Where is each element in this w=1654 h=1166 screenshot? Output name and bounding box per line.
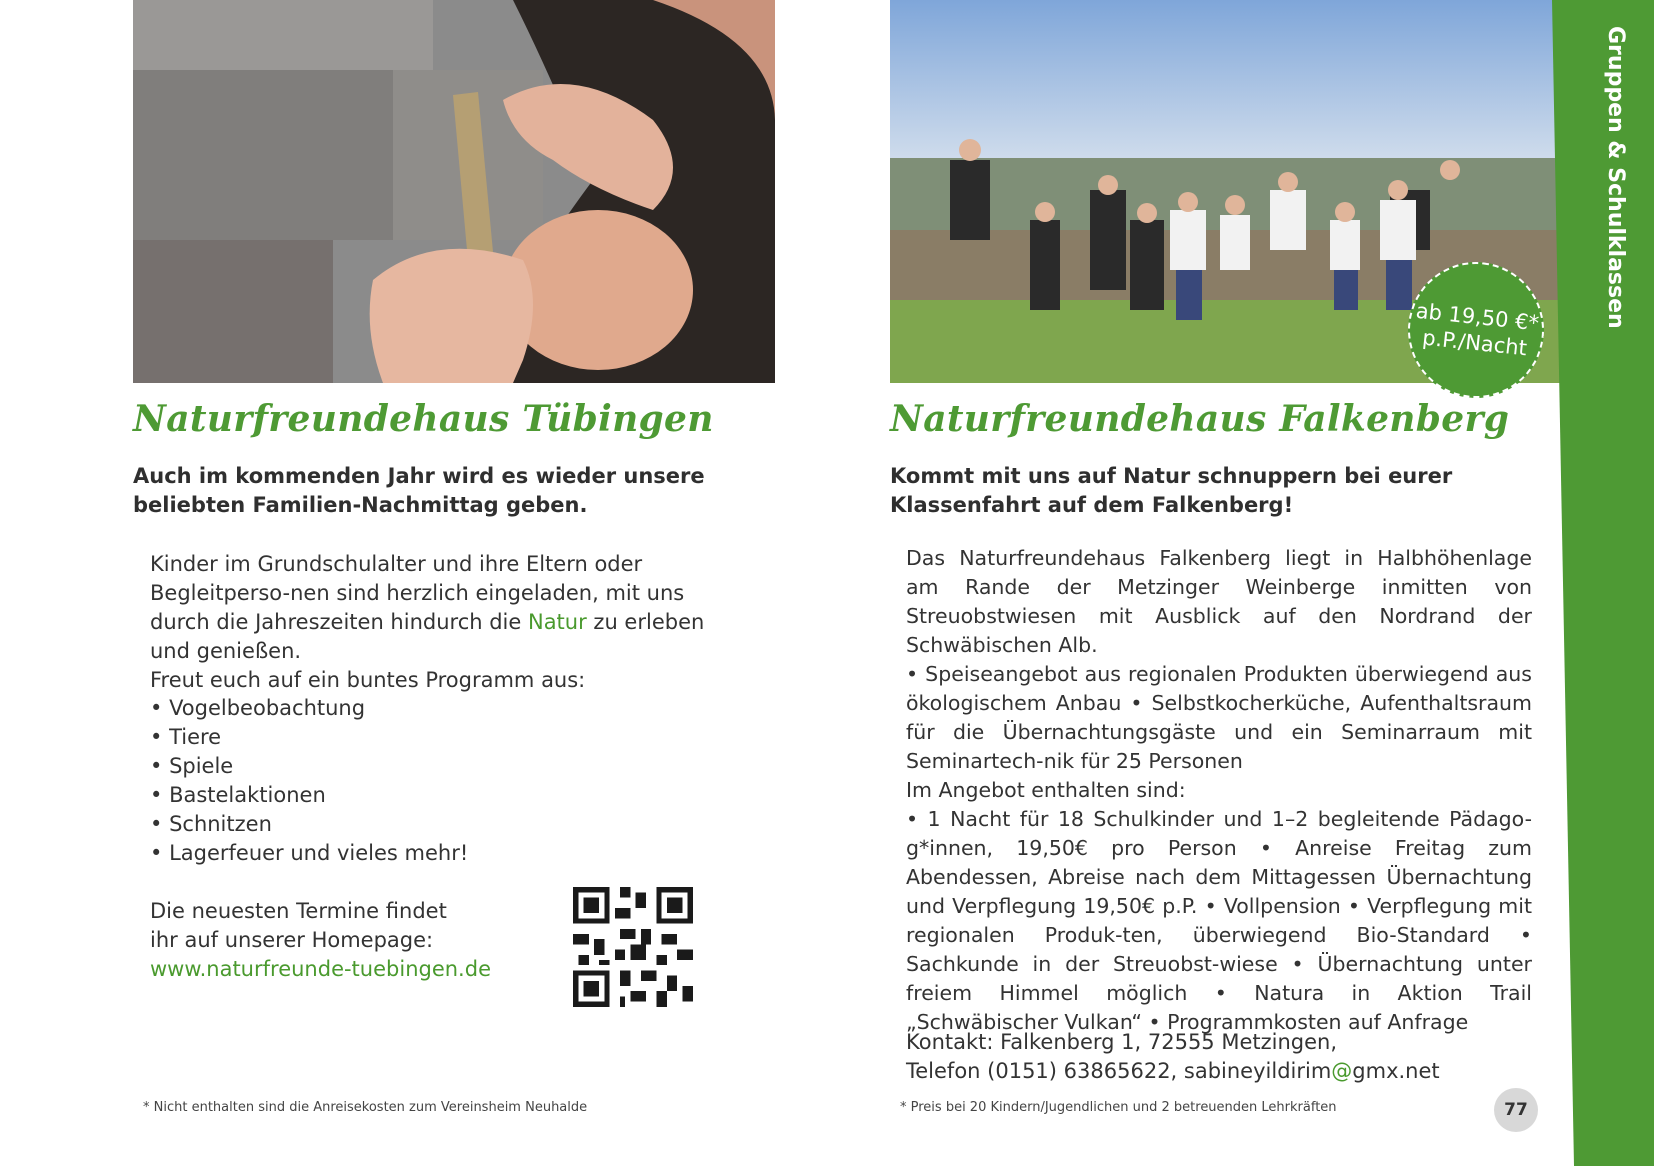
left-intro-text-end: zu erleben und genießen. bbox=[150, 610, 705, 663]
list-item: • Schnitzen bbox=[150, 810, 650, 839]
price-badge-unit: p.P./Nacht bbox=[1421, 325, 1529, 361]
right-lead: Kommt mit uns auf Natur schnuppern bei eurer Klassenfahrt auf dem Falkenberg! bbox=[890, 464, 1453, 517]
qr-code-icon[interactable] bbox=[568, 882, 698, 1012]
left-intro-text: Kinder im Grundschulalter und ihre Eltern oder Begleitperso-nen sind herzlich eingeladen, mit uns durch die Jahreszeiten hindurch die bbox=[150, 552, 685, 634]
right-para3-heading: Im Angebot enthalten sind: bbox=[906, 778, 1186, 802]
right-body bbox=[906, 544, 1532, 1037]
left-intro bbox=[150, 550, 750, 695]
list-item: • Spiele bbox=[150, 752, 650, 781]
page-number: 77 bbox=[1494, 1088, 1538, 1132]
left-intro-paragraph bbox=[150, 550, 750, 666]
homepage-line1: Die neuesten Termine findet bbox=[150, 899, 447, 923]
right-footnote: * Preis bei 20 Kindern/Jugendlichen und 2 betreuenden Lehrkräften bbox=[900, 1100, 1337, 1115]
right-para1: Das Naturfreundehaus Falkenberg liegt in Halbhöhenlage am Rande der Metzinger Weinberge inmitten von Streuobstwiesen mit Ausblick auf den Nordrand der Schwäbischen Alb. bbox=[906, 546, 1532, 657]
list-item: • Vogelbeobachtung bbox=[150, 694, 650, 723]
left-title: Naturfreundehaus Tübingen bbox=[133, 398, 714, 440]
homepage-block bbox=[150, 897, 550, 984]
activity-list bbox=[150, 694, 650, 868]
contact-address: Kontakt: Falkenberg 1, 72555 Metzingen, bbox=[906, 1030, 1338, 1054]
list-item: • Lagerfeuer und vieles mehr! bbox=[150, 839, 650, 868]
homepage-link[interactable]: www.naturfreunde-tuebingen.de bbox=[150, 957, 491, 981]
left-intro-line2: Freut euch auf ein buntes Programm aus: bbox=[150, 668, 586, 692]
natur-highlight: Natur bbox=[527, 610, 587, 634]
price-badge-amount: ab 19,50 €* bbox=[1414, 298, 1541, 336]
left-footnote: * Nicht enthalten sind die Anreisekosten zum Vereinsheim Neuhalde bbox=[143, 1100, 588, 1115]
list-item: • Tiere bbox=[150, 723, 650, 752]
contact-block bbox=[906, 1028, 1536, 1086]
side-tab-label: Gruppen & Schulklassen bbox=[1603, 26, 1628, 329]
contact-phone-text: Telefon (0151) 63865622, sabineyildirim bbox=[906, 1059, 1332, 1083]
contact-phone-email bbox=[906, 1057, 1536, 1086]
right-para3: • 1 Nacht für 18 Schulkinder und 1–2 begleitende Pädago-g*innen, 19,50€ pro Person • Anreise Freitag zum Abendessen, Abreise nach dem Mittagessen Übernachtung und Verpflegung 19,50€ p.P. • Vollpension • Verpflegung mit regionalen Produk-ten, überwiegend Bio-Standard • Sachkunde in der Streuobst-wiese • Übernachtung unter freiem Himmel möglich • Natura in Aktion Trail „Schwäbischer Vulkan“ • Programmkosten auf Anfrage bbox=[906, 807, 1532, 1034]
right-title: Naturfreundehaus Falkenberg bbox=[890, 398, 1510, 440]
list-item: • Bastelaktionen bbox=[150, 781, 650, 810]
contact-email-domain: gmx.net bbox=[1352, 1059, 1440, 1083]
email-at-sign: @ bbox=[1331, 1059, 1353, 1083]
homepage-line2: ihr auf unserer Homepage: bbox=[150, 928, 434, 952]
right-para2: • Speiseangebot aus regionalen Produkten überwiegend aus ökologischem Anbau • Selbstkocherküche, Aufenthaltsraum für die Übernachtungsgäste und ein Seminarraum mit Seminartech-nik für 25 Personen bbox=[906, 662, 1532, 773]
left-lead: Auch im kommenden Jahr wird es wieder unsere beliebten Familien-Nachmittag geben. bbox=[133, 464, 705, 517]
carving-photo bbox=[133, 0, 775, 383]
